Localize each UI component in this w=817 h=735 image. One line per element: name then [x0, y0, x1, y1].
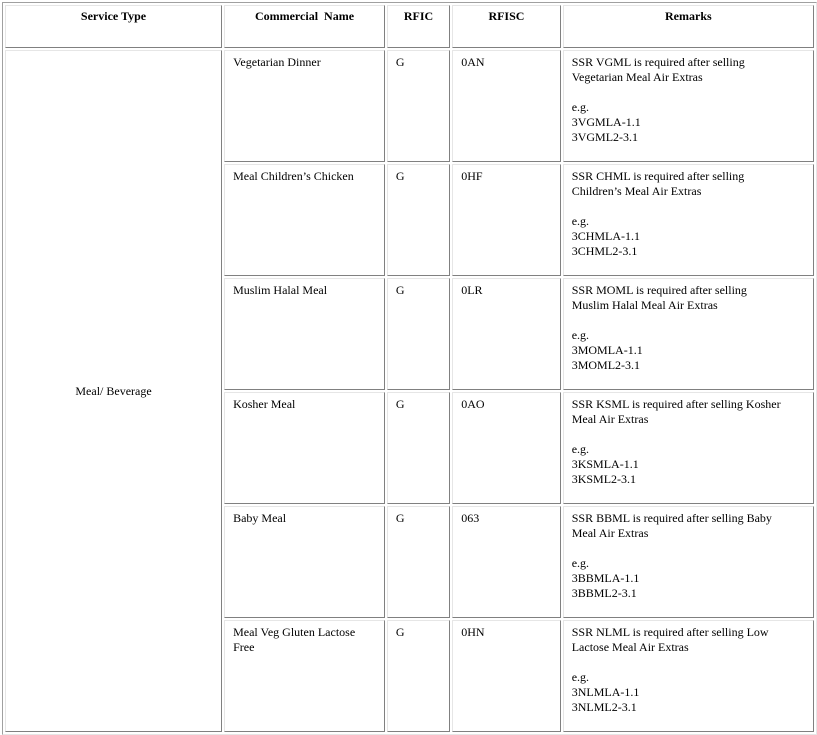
remarks-cell: [563, 392, 814, 504]
example-code: 3KSMLA-1.1: [571, 457, 639, 471]
remark-text: Vegetarian Meal Air Extras: [571, 70, 703, 84]
example-code: 3NLML2-3.1: [571, 700, 637, 714]
example-code: 3KSML2-3.1: [571, 472, 637, 486]
remarks-cell: [563, 278, 814, 390]
commercial-name-cell: Vegetarian Dinner: [224, 50, 385, 162]
example-code: 3BBMLA-1.1: [571, 571, 640, 585]
header-commercial-name: Commercial Name: [224, 5, 385, 48]
example-code: 3CHML2-3.1: [571, 244, 638, 258]
example-label: e.g.: [571, 328, 590, 342]
example-code: 3NLMLA-1.1: [571, 685, 640, 699]
rfisc-cell: 063: [452, 506, 561, 618]
rfic-cell: G: [387, 278, 450, 390]
remarks-cell: [563, 164, 814, 276]
rfisc-cell: 0HN: [452, 620, 561, 732]
rfic-cell: G: [387, 506, 450, 618]
remark-text: Children’s Meal Air Extras: [571, 184, 702, 198]
rfisc-cell: 0HF: [452, 164, 561, 276]
example-label: e.g.: [571, 100, 590, 114]
remark-text: SSR VGML is required after selling: [571, 55, 745, 69]
commercial-name-cell: Kosher Meal: [224, 392, 385, 504]
commercial-name-cell: Baby Meal: [224, 506, 385, 618]
example-code: 3VGMLA-1.1: [571, 115, 641, 129]
commercial-name-cell: Meal Children’s Chicken: [224, 164, 385, 276]
rfic-cell: G: [387, 392, 450, 504]
rfic-cell: G: [387, 164, 450, 276]
example-label: e.g.: [571, 214, 590, 228]
header-service-type: Service Type: [5, 5, 222, 48]
service-table: [2, 2, 817, 735]
remark-text: SSR MOML is required after selling: [571, 283, 747, 297]
commercial-name-cell: Muslim Halal Meal: [224, 278, 385, 390]
rfisc-cell: 0AO: [452, 392, 561, 504]
header-rfisc: RFISC: [452, 5, 561, 48]
remark-text: Muslim Halal Meal Air Extras: [571, 298, 718, 312]
service-type-cell: Meal/ Beverage: [5, 50, 222, 732]
example-code: 3VGML2-3.1: [571, 130, 639, 144]
example-label: e.g.: [571, 556, 590, 570]
example-label: e.g.: [571, 670, 590, 684]
remark-text: Meal Air Extras: [571, 526, 649, 540]
rfic-cell: G: [387, 50, 450, 162]
example-code: 3MOMLA-1.1: [571, 343, 643, 357]
header-remarks: Remarks: [563, 5, 814, 48]
example-code: 3CHMLA-1.1: [571, 229, 641, 243]
remark-text: SSR CHML is required after selling: [571, 169, 745, 183]
example-label: e.g.: [571, 442, 590, 456]
remark-text: SSR KSML is required after selling Kosher: [571, 397, 781, 411]
remark-text: SSR NLML is required after selling Low: [571, 625, 769, 639]
remark-text: SSR BBML is required after selling Baby: [571, 511, 772, 525]
commercial-name-cell: Meal Veg Gluten Lactose Free: [224, 620, 385, 732]
remark-text: Lactose Meal Air Extras: [571, 640, 689, 654]
rfic-cell: G: [387, 620, 450, 732]
example-code: 3BBML2-3.1: [571, 586, 637, 600]
example-code: 3MOML2-3.1: [571, 358, 641, 372]
header-row: [5, 5, 814, 48]
remark-text: Meal Air Extras: [571, 412, 649, 426]
header-rfic: RFIC: [387, 5, 450, 48]
rfisc-cell: 0LR: [452, 278, 561, 390]
remarks-cell: [563, 50, 814, 162]
remarks-cell: [563, 506, 814, 618]
rfisc-cell: 0AN: [452, 50, 561, 162]
table-row: [5, 50, 814, 162]
remarks-cell: [563, 620, 814, 732]
